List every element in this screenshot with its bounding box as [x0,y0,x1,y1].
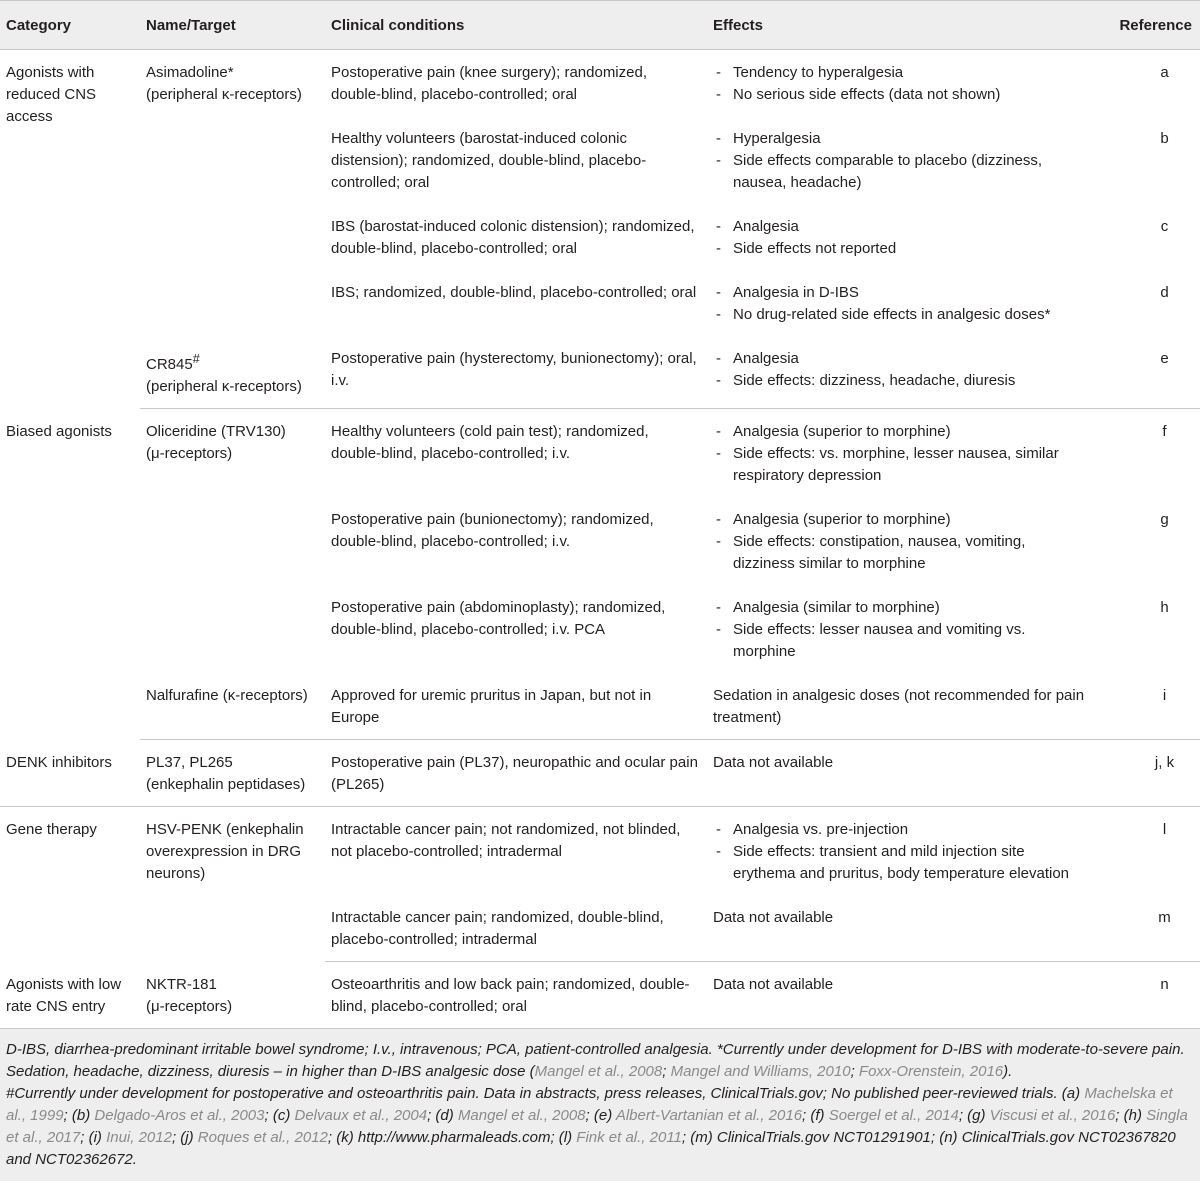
effects-cell [707,585,1095,673]
header-effects: Effects [707,1,1095,50]
effect-item: - Analgesia (superior to morphine) [713,509,1089,531]
name-target-cell: Nalfurafine (κ-receptors) [140,673,325,740]
effects-cell [707,807,1095,896]
clinical-cell: Osteoarthritis and low back pain; randomized, double-blind, placebo-controlled; oral [331,976,690,1015]
citation-link[interactable]: Delgado-Aros et al., 2003 [94,1107,265,1124]
drug-name: Asimadoline* [146,64,234,81]
reference-cell: n [1160,976,1169,993]
citation-link[interactable]: Machelska et al., 1999 [6,1085,1173,1124]
clinical-cell: Postoperative pain (knee surgery); randomized, double-blind, placebo-controlled; oral [331,64,647,103]
reference-cell: i [1095,673,1200,740]
reference-cell: e [1095,336,1200,409]
drug-target: (peripheral κ-receptors) [146,86,302,103]
effects-cell [707,409,1095,498]
effects-cell: Data not available [707,895,1095,962]
citation-link[interactable]: Viscusi et al., 2016 [989,1107,1116,1124]
effects-cell: Data not available [707,740,1095,807]
header-name-target: Name/Target [140,1,325,50]
drug-target: (μ-receptors) [146,997,233,1015]
table-row [0,673,1200,740]
footnote-abbreviations: D-IBS, diarrhea-predominant irritable bowel syndrome; I.v., intravenous; PCA, patient-controlled analgesia. *Currently under development for D-IBS with moderate-to-severe pain. Sedation, headache, dizziness, diuresis – in higher than D-IBS analgesic dose (Mangel et al., 2008; Mangel and Williams, 2010; Foxx-Orenstein, 2016). [6,1041,1185,1080]
name-target-cell [140,962,325,1029]
citation-link[interactable]: Foxx-Orenstein, 2016 [858,1063,1004,1080]
citation-link[interactable]: Inui, 2012 [106,1129,172,1146]
name-target-cell [140,336,325,409]
reference-cell: l [1162,821,1167,838]
effect-item: - Analgesia (superior to morphine) [713,421,1089,443]
effect-item: - Side effects: transient and mild injection site erythema and pruritus, body temperature elevation [713,841,1089,885]
effect-item: - Tendency to hyperalgesia [713,62,1089,84]
reference-cell: f [1162,423,1167,440]
effect-item: - No serious side effects (data not shown) [713,84,1089,106]
effects-cell: Sedation in analgesic doses (not recommended for pain treatment) [707,673,1095,740]
category-cell: Agonists with reduced CNS access [6,64,97,125]
effect-item: - Hyperalgesia [713,128,1089,150]
reference-cell: c [1160,218,1169,235]
table-row [0,807,1200,896]
effect-item: - Analgesia (similar to morphine) [713,597,1089,619]
reference-cell: m [1095,895,1200,962]
clinical-cell: Postoperative pain (abdominoplasty); randomized, double-blind, placebo-controlled; i.v. PCA [331,599,666,638]
effects-cell [707,50,1095,117]
drug-name: CR845 [146,356,193,373]
citation-link[interactable]: Mangel and Williams, 2010 [670,1063,851,1080]
category-cell: Gene therapy [6,821,97,838]
drug-name: NKTR-181 [146,975,217,993]
effect-item: - Side effects: dizziness, headache, diuresis [713,370,1089,392]
citation-link[interactable]: Delvaux et al., 2004 [294,1107,428,1124]
hash-footnote-mark: # [192,352,200,366]
clinical-cell: IBS (barostat-induced colonic distension); randomized, double-blind, placebo-controlled; oral [331,218,695,257]
citation-link[interactable]: Mangel et al., 2008 [534,1063,663,1080]
drug-target: (enkephalin peptidases) [146,776,306,793]
category-cell: DENK inhibitors [0,740,140,807]
table-row [0,409,1200,498]
drug-target: (peripheral κ-receptors) [146,378,302,395]
effect-item: - Side effects: constipation, nausea, vomiting, dizziness similar to morphine [713,531,1089,575]
citation-link[interactable]: Soergel et al., 2014 [828,1107,959,1124]
header-row [0,1,1200,50]
reference-cell: a [1160,64,1169,81]
table-row [0,962,1200,1029]
clinical-cell: Approved for uremic pruritus in Japan, but not in Europe [325,673,707,740]
reference-cell: h [1160,599,1169,616]
effect-item: - Analgesia [713,348,1089,370]
effects-cell [707,336,1095,409]
effect-item: - Analgesia vs. pre-injection [713,819,1089,841]
clinical-cell: Postoperative pain (bunionectomy); randomized, double-blind, placebo-controlled; i.v. [331,511,654,550]
effects-cell [707,204,1095,270]
clinical-cell: Healthy volunteers (barostat-induced colonic distension); randomized, double-blind, placebo-controlled; oral [331,130,647,191]
name-target-cell [140,740,325,807]
reference-cell: b [1160,130,1169,147]
citation-link[interactable]: Fink et al., 2011 [576,1129,682,1146]
clinical-cell: Postoperative pain (PL37), neuropathic and ocular pain (PL265) [325,740,707,807]
citation-link[interactable]: Mangel et al., 2008 [457,1107,586,1124]
effect-item: - No drug-related side effects in analgesic doses* [713,304,1089,326]
citation-link[interactable]: Singla et al., 2017 [6,1107,1188,1146]
category-cell: Biased agonists [6,422,112,440]
reference-cell: g [1160,511,1169,528]
clinical-cell: Postoperative pain (hysterectomy, bunionectomy); oral, i.v. [325,336,707,409]
header-clinical-conditions: Clinical conditions [325,1,707,50]
table-row [0,50,1200,117]
header-reference: Reference [1095,1,1200,50]
reference-cell: j, k [1095,740,1200,807]
header-category: Category [0,1,140,50]
drug-name: Oliceridine (TRV130) [146,423,286,440]
effects-cell [707,497,1095,585]
drug-target: (μ-receptors) [146,445,233,462]
name-target-cell [140,50,325,337]
effect-item: - Side effects: lesser nausea and vomiting vs. morphine [713,619,1089,663]
clinical-cell: Intractable cancer pain; not randomized, not blinded, not placebo-controlled; intradermal [331,821,681,860]
table-row [0,740,1200,807]
footnote-references: #Currently under development for postoperative and osteoarthritis pain. Data in abstracts, press releases, ClinicalTrials.gov; No published peer-reviewed trials. (a) Machelska et al., 1999; (b) Delgado-Aros et al., 2003; (c) Delvaux et al., 2004; (d) Mangel et al., 2008; (e) Albert-Vartanian et al., 2016; (f) Soergel et al., 2014; (g) Viscusi et al., 2016; (h) Singla et al., 2017; (i) Inui, 2012; (j) Roques et al., 2012; (k) http://www.pharmaleads.com; (l) Fink et al., 2011; (m) ClinicalTrials.gov NCT01291901; (n) ClinicalTrials.gov NCT02367820 and NCT02362672. [6,1085,1188,1168]
effects-cell [707,270,1095,336]
effects-cell: Data not available [713,976,834,993]
name-target-cell [140,409,325,674]
citation-link[interactable]: Roques et al., 2012 [197,1129,328,1146]
effect-item: - Analgesia in D-IBS [713,282,1089,304]
effect-item: - Side effects: vs. morphine, lesser nausea, similar respiratory depression [713,443,1089,487]
table-row [0,336,1200,409]
drug-name: PL37, PL265 [146,754,233,771]
citation-link[interactable]: Albert-Vartanian et al., 2016 [615,1107,803,1124]
effects-cell [707,116,1095,204]
effect-item: - Analgesia [713,216,1089,238]
clinical-cell: Healthy volunteers (cold pain test); randomized, double-blind, placebo-controlled; i.v. [331,423,649,462]
reference-cell: d [1160,284,1169,301]
category-cell: Agonists with low rate CNS entry [6,975,122,1015]
name-target-cell: HSV-PENK (enkephalin overexpression in DRG neurons) [146,821,304,882]
effect-item: - Side effects comparable to placebo (dizziness, nausea, headache) [713,150,1089,194]
clinical-cell: IBS; randomized, double-blind, placebo-controlled; oral [331,284,697,301]
table-footnote [0,1028,1200,1181]
effect-item: - Side effects not reported [713,238,1089,260]
clinical-cell: Intractable cancer pain; randomized, double-blind, placebo-controlled; intradermal [325,895,707,962]
